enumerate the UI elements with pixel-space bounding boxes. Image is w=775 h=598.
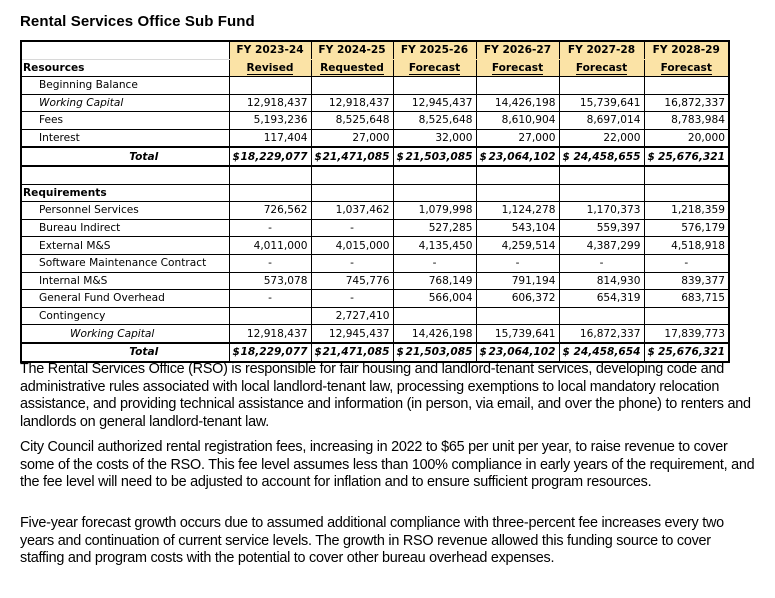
row-label: Internal M&S — [21, 272, 229, 290]
row-label: Beginning Balance — [21, 77, 229, 95]
header-corner — [21, 41, 229, 59]
total-value: 21,503,085 — [405, 150, 473, 163]
currency-symbol: $ — [647, 150, 655, 163]
cell-value: 4,518,918 — [644, 237, 729, 255]
cell-value: - — [311, 290, 393, 308]
currency-symbol: $ — [232, 150, 240, 163]
currency-symbol: $ — [479, 150, 487, 163]
cell-value: 117,404 — [229, 129, 311, 147]
cell-value: - — [393, 254, 476, 272]
cell-value: 1,124,278 — [476, 202, 559, 220]
total-value: 24,458,655 — [573, 150, 641, 163]
cell-value: 573,078 — [229, 272, 311, 290]
row-label: Bureau Indirect — [21, 219, 229, 237]
cell-value: - — [229, 290, 311, 308]
cell-value: 20,000 — [644, 129, 729, 147]
column-status: Forecast — [408, 61, 461, 74]
column-status: Requested — [320, 61, 384, 74]
cell-value: 654,319 — [559, 290, 644, 308]
cell-value: - — [229, 219, 311, 237]
column-year: FY 2027-28 — [559, 41, 644, 59]
header-row-status — [21, 59, 729, 77]
column-year: FY 2023-24 — [229, 41, 311, 59]
table-row — [21, 112, 729, 130]
cell-value: - — [229, 254, 311, 272]
row-label: Contingency — [21, 307, 229, 325]
currency-symbol: $ — [479, 346, 487, 359]
cell-value: 27,000 — [311, 129, 393, 147]
cell-value — [644, 307, 729, 325]
forecast-paragraph: Five-year forecast growth occurs due to assumed additional compliance with three-percent fee increases every two years and continuation of current service levels. The growth in RSO revenue allowed this funding source to cover staffing and program costs with the potential to cover other bureau overhead expenses. — [20, 515, 724, 567]
total-value: 21,503,085 — [405, 346, 473, 359]
cell-value: - — [311, 254, 393, 272]
currency-symbol: $ — [314, 150, 322, 163]
currency-symbol: $ — [396, 150, 404, 163]
total-value: 24,458,654 — [573, 346, 641, 359]
cell-value: 543,104 — [476, 219, 559, 237]
total-cell — [644, 147, 729, 166]
row-label: General Fund Overhead — [21, 290, 229, 308]
column-year: FY 2025-26 — [393, 41, 476, 59]
row-label: Working Capital — [21, 94, 229, 112]
cell-value: 1,079,998 — [393, 202, 476, 220]
cell-value: 1,170,373 — [559, 202, 644, 220]
total-value: 25,676,321 — [657, 346, 725, 359]
total-cell — [559, 343, 644, 362]
cell-value: 16,872,337 — [644, 94, 729, 112]
cell-value: - — [559, 254, 644, 272]
row-label: Software Maintenance Contract — [21, 254, 229, 272]
requirements-total-row — [21, 343, 729, 362]
cell-value: - — [644, 254, 729, 272]
cell-value — [476, 307, 559, 325]
total-value: 23,064,102 — [488, 150, 556, 163]
cell-value — [559, 77, 644, 95]
cell-value: 2,727,410 — [311, 307, 393, 325]
cell-value: 814,930 — [559, 272, 644, 290]
table-row — [21, 77, 729, 95]
total-value: 18,229,077 — [240, 346, 308, 359]
total-cell — [229, 343, 311, 362]
cell-value — [393, 77, 476, 95]
section-heading-requirements: Requirements — [21, 184, 229, 202]
row-label: Interest — [21, 129, 229, 147]
total-cell — [476, 147, 559, 166]
sub-fund-table — [20, 40, 730, 363]
total-cell — [311, 147, 393, 166]
cell-value: 4,015,000 — [311, 237, 393, 255]
cell-value: 4,387,299 — [559, 237, 644, 255]
currency-symbol: $ — [647, 346, 655, 359]
cell-value: 559,397 — [559, 219, 644, 237]
cell-value: 683,715 — [644, 290, 729, 308]
cell-value: 839,377 — [644, 272, 729, 290]
cell-value: 32,000 — [393, 129, 476, 147]
cell-value: 12,918,437 — [311, 94, 393, 112]
table-row — [21, 272, 729, 290]
cell-value: 22,000 — [559, 129, 644, 147]
cell-value — [559, 307, 644, 325]
total-cell — [229, 147, 311, 166]
total-label: Total — [21, 147, 229, 166]
cell-value: - — [311, 219, 393, 237]
cell-value: 12,945,437 — [311, 325, 393, 343]
cell-value — [311, 77, 393, 95]
total-cell — [559, 147, 644, 166]
cell-value: 1,037,462 — [311, 202, 393, 220]
cell-value: 8,783,984 — [644, 112, 729, 130]
cell-value: 8,697,014 — [559, 112, 644, 130]
table-row — [21, 219, 729, 237]
cell-value — [229, 77, 311, 95]
table-row — [21, 94, 729, 112]
currency-symbol: $ — [232, 346, 240, 359]
cell-value: 5,193,236 — [229, 112, 311, 130]
column-year: FY 2026-27 — [476, 41, 559, 59]
header-row-year — [21, 41, 729, 59]
row-label: Working Capital — [21, 325, 229, 343]
total-value: 25,676,321 — [657, 150, 725, 163]
cell-value: 606,372 — [476, 290, 559, 308]
table-row — [21, 237, 729, 255]
section-heading-resources: Resources — [21, 59, 229, 77]
table-row — [21, 202, 729, 220]
total-value: 23,064,102 — [488, 346, 556, 359]
cell-value — [393, 307, 476, 325]
cell-value: 16,872,337 — [559, 325, 644, 343]
total-cell — [644, 343, 729, 362]
row-label: External M&S — [21, 237, 229, 255]
column-year: FY 2028-29 — [644, 41, 729, 59]
cell-value: 4,011,000 — [229, 237, 311, 255]
cell-value: 15,739,641 — [559, 94, 644, 112]
row-label: Personnel Services — [21, 202, 229, 220]
description-paragraph: The Rental Services Office (RSO) is responsible for fair housing and landlord-tenant services, developing code and administrative rules associated with local landlord-tenant law, processing exemptions to local mandatory relocation assistance, and providing technical assistance and information (in person, via email, and over the phone) to renters and landlords on general landlord-tenant law. — [20, 361, 751, 430]
total-value: 21,471,085 — [322, 346, 390, 359]
table-row — [21, 290, 729, 308]
cell-value: 1,218,359 — [644, 202, 729, 220]
page-title: Rental Services Office Sub Fund — [20, 13, 255, 30]
cell-value: 8,610,904 — [476, 112, 559, 130]
cell-value: 791,194 — [476, 272, 559, 290]
cell-value: 726,562 — [229, 202, 311, 220]
column-year: FY 2024-25 — [311, 41, 393, 59]
total-value: 21,471,085 — [322, 150, 390, 163]
cell-value: 14,426,198 — [476, 94, 559, 112]
currency-symbol: $ — [314, 346, 322, 359]
currency-symbol: $ — [562, 346, 570, 359]
currency-symbol: $ — [562, 150, 570, 163]
cell-value: 12,918,437 — [229, 94, 311, 112]
fee-paragraph: City Council authorized rental registration fees, increasing in 2022 to $65 per unit per year, to raise revenue to cover some of the costs of the RSO. This fee level assumes less than 100% compliance in early years of the requirement, and the fee level will need to be adjusted to account for inflation and to ensure sufficient program resources. — [20, 439, 755, 491]
cell-value: 12,945,437 — [393, 94, 476, 112]
cell-value: 527,285 — [393, 219, 476, 237]
column-status: Revised — [246, 61, 294, 74]
cell-value — [644, 77, 729, 95]
cell-value: 566,004 — [393, 290, 476, 308]
table-row — [21, 254, 729, 272]
total-cell — [311, 343, 393, 362]
resources-total-row — [21, 147, 729, 166]
cell-value — [229, 307, 311, 325]
column-status: Forecast — [575, 61, 628, 74]
cell-value: 4,135,450 — [393, 237, 476, 255]
column-status: Forecast — [660, 61, 712, 74]
total-cell — [393, 343, 476, 362]
cell-value: 8,525,648 — [311, 112, 393, 130]
total-label: Total — [21, 343, 229, 362]
table-row — [21, 307, 729, 325]
row-label: Fees — [21, 112, 229, 130]
total-cell — [393, 147, 476, 166]
cell-value: 12,918,437 — [229, 325, 311, 343]
total-value: 18,229,077 — [240, 150, 308, 163]
cell-value: 745,776 — [311, 272, 393, 290]
cell-value: 17,839,773 — [644, 325, 729, 343]
cell-value: 15,739,641 — [476, 325, 559, 343]
cell-value: 576,179 — [644, 219, 729, 237]
table-row — [21, 325, 729, 343]
cell-value: - — [476, 254, 559, 272]
table-row — [21, 129, 729, 147]
column-status: Forecast — [491, 61, 544, 74]
cell-value: 768,149 — [393, 272, 476, 290]
cell-value — [476, 77, 559, 95]
cell-value: 27,000 — [476, 129, 559, 147]
cell-value: 8,525,648 — [393, 112, 476, 130]
cell-value: 4,259,514 — [476, 237, 559, 255]
requirements-heading-row — [21, 184, 729, 202]
currency-symbol: $ — [396, 346, 404, 359]
spacer-row — [21, 166, 729, 184]
cell-value: 14,426,198 — [393, 325, 476, 343]
total-cell — [476, 343, 559, 362]
